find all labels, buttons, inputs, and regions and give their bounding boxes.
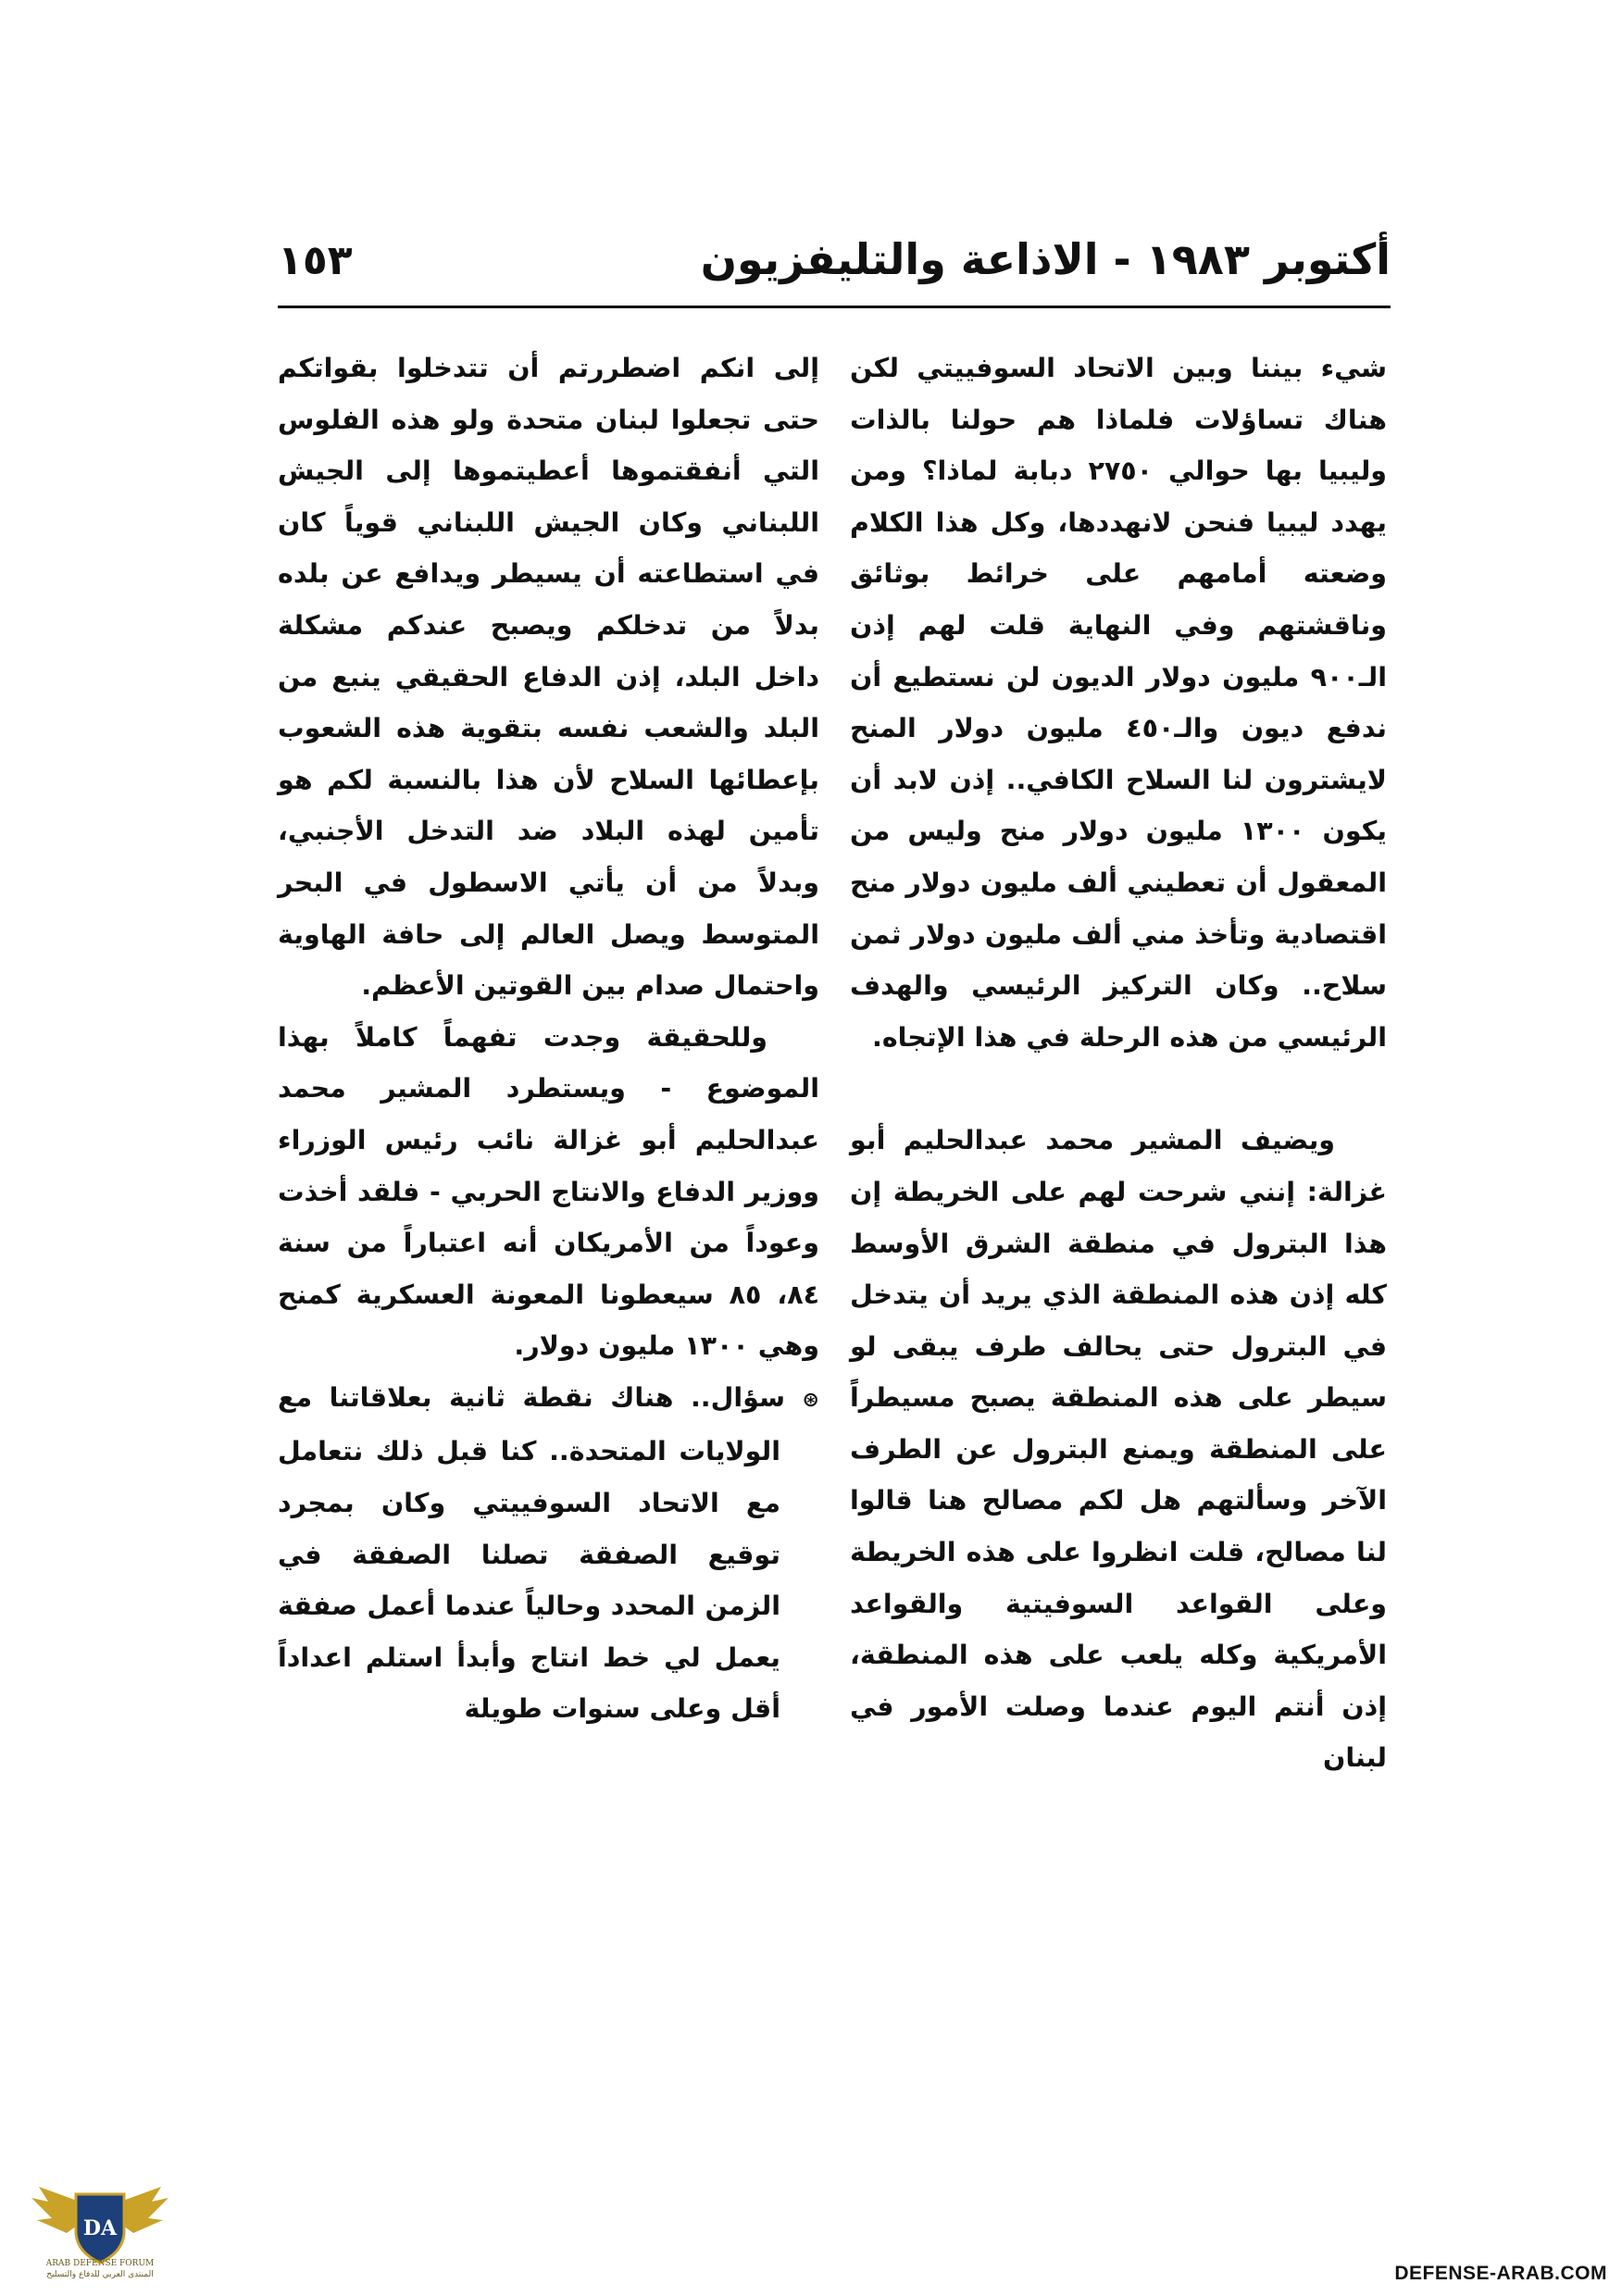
logo-caption: ARAB DEFENSE FORUM [45,2259,155,2268]
text-column-right [850,343,1387,1784]
paragraph-left-2: وللحقيقة وجدت تفهماً كاملاً بهذا الموضوع - ويستطرد المشير محمد عبدالحليم أبو غزالة نائب رئيس الوزراء ووزير الدفاع والانتاج الحربي - فلقد أخذت وعوداً من الأمريكان أنه اعتباراً من سنة ٨٤، ٨٥ سيعطونا المعونة العسكرية كمنح وهي ١٣٠٠ مليون دولار. [278,1021,819,1362]
paragraph-right-2: ويضيف المشير محمد عبدالحليم أبو غزالة: إنني شرحت لهم على الخريطة إن هذا البترول في منطقة الشرق الأوسط كله إذن هذه المنطقة الذي يريد أن يتدخل في البترول حتى يحالف طرف يبقى لو سيطر على هذه المنطقة يصبح مسيطراً على المنطقة ويمنع البترول عن الطرف الآخر وسألتهم هل لكم مصالح هنا قالوا لنا مصالح، قلت انظروا على هذه الخريطة وعلى القواعد السوفيتية والقواعد الأمريكية وكله يلعب على هذه المنطقة، إذن أنتم اليوم عندما وصلت الأمور في لبنان [850,1125,1387,1774]
logo-subcaption: المنتدى العربي للدفاع والتسليح [46,2270,154,2279]
paragraph-left-1: إلى انكم اضطررتم أن تتدخلوا بقواتكم حتى تجعلوا لبنان متحدة ولو هذه الفلوس التي أنفقتموها أعطيتموها إلى الجيش اللبناني وكان الجيش اللبناني قوياً كان في استطاعته أن يسيطر ويدافع عن بلده بدلاً من تدخلكم ويصبح عندكم مشكلة داخل البلد، إذن الدفاع الحقيقي ينبع من البلد والشعب نفسه بتقوية هذه الشعوب بإعطائها السلاح لأن هذا بالنسبة لكم هو تأمين لهذه البلاد ضد التدخل الأجنبي، وبدلاً من أن يأتي الاسطول في البحر المتوسط ويصل العالم إلى حافة الهاوية واحتمال صدام بين القوتين الأعظم. [278,353,819,1002]
paragraph-right-1: شيء بيننا وبين الاتحاد السوفييتي لكن هناك تساؤلات فلماذا هم حولنا بالذات وليبيا بها حوالي ٢٧٥٠ دبابة لماذا؟ ومن يهدد ليبيا فنحن لانهددها، وكل هذا الكلام وضعته أمامهم على خرائط بوثائق وناقشتهم وفي النهاية قلت لهم إذن الـ٩٠٠ مليون دولار الديون لن نستطيع أن ندفع ديون والـ٤٥٠ مليون دولار المنح لايشترون لنا السلاح الكافي.. إذن لابد أن يكون ١٣٠٠ مليون دولار منح وليس من المعقول أن تعطيني ألف مليون دولار منح اقتصادية وتأخذ مني ألف مليون دولار ثمن سلاح.. وكان التركيز الرئيسي والهدف الرئيسي من هذه الرحلة في هذا الإتجاه. [850,353,1387,1053]
logo-initials: DA [82,2216,118,2240]
running-header [278,231,1391,306]
site-watermark: DEFENSE-ARAB.COM [1394,2263,1607,2284]
bullet-icon: ⊛ [802,1388,819,1412]
question-text: سؤال.. هناك نقطة ثانية بعلاقاتنا مع الولايات المتحدة.. كنا قبل ذلك نتعامل مع الاتحاد السوفييتي وكان بمجرد توقيع الصفقة تصلنا الصفقة في الزمن المحدد وحالياً عندما أعمل صفقة يعمل لي خط انتاج وأبدأ استلم اعداداً أقل وعلى سنوات طويلة [278,1381,786,1725]
header-divider [278,306,1391,308]
question-paragraph [278,1372,819,1735]
page-number: ١٥٣ [278,237,353,284]
header-title: أكتوبر ١٩٨٣ - الاذاعة والتليفزيون [700,234,1391,284]
text-column-left [278,343,819,1735]
